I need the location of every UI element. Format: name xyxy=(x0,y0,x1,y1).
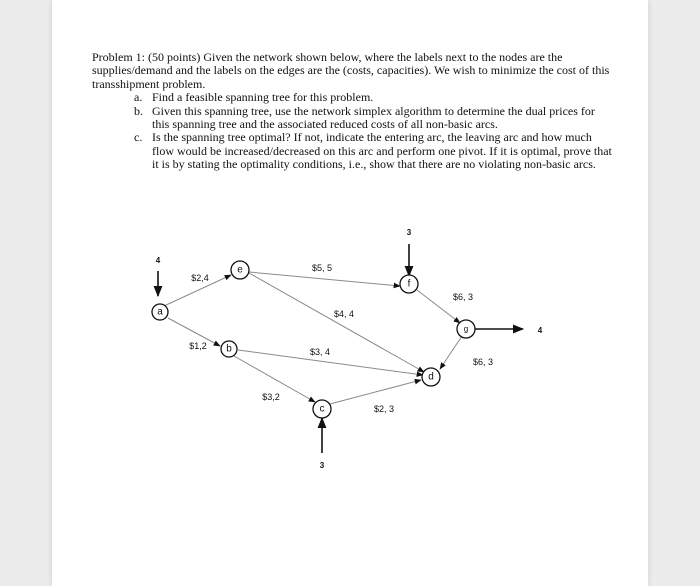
node-f-label: f xyxy=(407,278,411,290)
edge-c-d-label: $2, 3 xyxy=(373,404,395,414)
supply-a-label: 4 xyxy=(155,256,161,265)
edge-a-b-label: $1,2 xyxy=(189,341,207,351)
edge-e-d-label: $4, 4 xyxy=(333,309,355,319)
part-b-text: Given this spanning tree, use the network simplex algorithm to determine the dual prices for this spanning tree and the associated reduced costs of all non-basic arcs. xyxy=(152,103,595,132)
edge-g-d xyxy=(440,336,462,369)
edge-c-d xyxy=(330,380,421,404)
edge-e-d xyxy=(249,273,424,372)
demand-g-label: 4 xyxy=(537,326,543,335)
edge-e-f-label: $5, 5 xyxy=(311,263,333,273)
part-a-text: Find a feasible spanning tree for this problem. xyxy=(152,90,374,105)
edge-e-f xyxy=(249,272,400,286)
edge-f-g-label: $6, 3 xyxy=(452,292,474,302)
node-d-label: d xyxy=(428,371,434,383)
supply-f-label: 3 xyxy=(406,228,412,237)
node-c-label: c xyxy=(319,403,325,415)
edge-b-d xyxy=(238,350,423,375)
part-c-letter: c. xyxy=(134,130,143,145)
edge-b-c-label: $3,2 xyxy=(262,392,280,402)
edge-g-d-label: $6, 3 xyxy=(472,357,494,367)
part-c-text: Is the spanning tree optimal? If not, indicate the entering arc, the leaving arc and how much flow would be increased/decreased on this arc and perform one pivot. If it is optimal, prove that it is by stating the optimality conditions, i.e., show that there are no violating non-basic arcs. xyxy=(152,130,612,172)
part-b-letter: b. xyxy=(134,103,143,118)
node-g-label: g xyxy=(463,324,469,334)
node-b-label: b xyxy=(226,343,232,355)
node-a-label: a xyxy=(157,306,163,318)
problem-intro: Problem 1: (50 points) Given the network shown below, where the labels next to the nodes are the supplies/demand and the labels on the edges are the (costs, capacities). We wish to minimize the cost of this transshipment problem. xyxy=(92,50,610,91)
edge-b-d-label: $3, 4 xyxy=(309,347,331,357)
node-e-label: e xyxy=(237,264,243,276)
supply-c-label: 3 xyxy=(319,461,325,470)
part-a-letter: a. xyxy=(134,90,143,105)
edge-a-e-label: $2,4 xyxy=(191,273,209,283)
